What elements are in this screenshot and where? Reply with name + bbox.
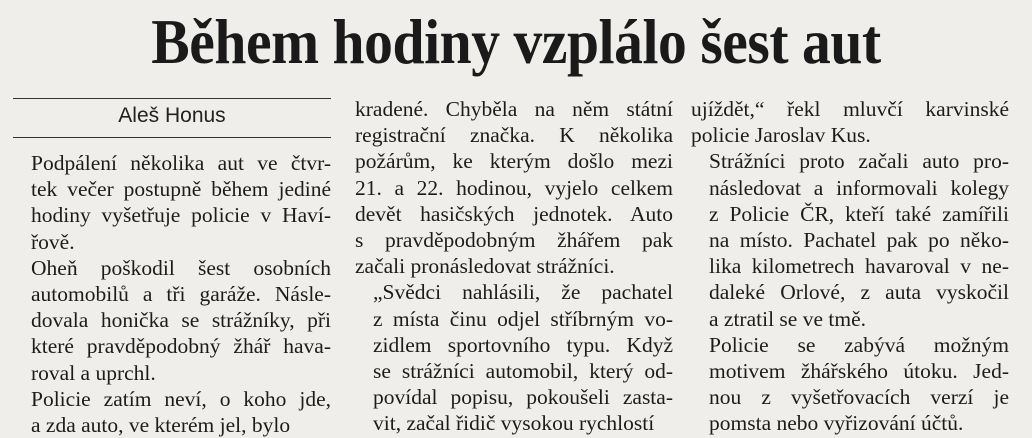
text-line: na místo. Pachatel pak po něko-: [709, 228, 1009, 253]
article-column-2: [355, 96, 673, 437]
text-line: devět hasičských jednotek. Auto: [355, 201, 673, 226]
text-line: a ztratil se ve tmě.: [709, 306, 866, 331]
text-line: Strážníci proto začali auto pro-: [709, 149, 1009, 174]
text-line: začali pronásledovat strážníci.: [355, 254, 615, 279]
paragraph: [691, 96, 1009, 148]
byline-box: [13, 98, 331, 138]
text-line: Policie se zabývá možným: [709, 332, 1009, 357]
text-line: vit, začal řidič vysokou rychlostí: [373, 411, 655, 436]
text-line: lika kilometrech havaroval v ne-: [709, 254, 1009, 279]
article-column-3: [691, 96, 1009, 437]
text-line: daleké Orlové, z auta vyskočil: [709, 280, 1009, 305]
text-line: nou z vyšetřovacích verzí je: [709, 385, 1009, 410]
text-line: Policie zatím neví, o koho jde,: [31, 386, 331, 411]
text-line: z místa činu odjel stříbrným vo-: [373, 306, 673, 331]
paragraph: [355, 279, 673, 436]
text-line: s pravděpodobným žhářem pak: [355, 228, 673, 253]
text-line: registrační značka. K několika: [355, 123, 673, 148]
text-line: hodiny vyšetřuje policie v Haví-: [31, 203, 331, 228]
text-line: z Policie ČR, kteří také zamířili: [709, 201, 1009, 226]
text-line: které pravděpodobný žhář hava-: [31, 334, 331, 359]
text-line: kradené. Chyběla na něm státní: [355, 97, 673, 121]
text-line: pomsta nebo vyřizování účtů.: [709, 411, 964, 436]
text-line: požárům, ke kterým došlo mezi: [355, 149, 673, 174]
article-column-1: [13, 150, 331, 438]
author-byline: Aleš Honus: [118, 104, 226, 127]
text-line: řově.: [31, 229, 75, 254]
text-line: „Svědci nahlásili, že pachatel: [373, 280, 673, 305]
text-line: a zda auto, ve kterém jel, bylo: [31, 413, 291, 438]
text-line: policie Jaroslav Kus.: [691, 123, 871, 148]
paragraph: [355, 96, 673, 279]
text-line: 21. a 22. hodinou, vyjelo celkem: [355, 175, 673, 200]
text-line: Oheň poškodil šest osobních: [31, 255, 331, 280]
text-line: povídal popisu, pokoušeli zasta-: [373, 385, 673, 410]
text-line: se strážníci automobil, který od-: [373, 359, 673, 384]
text-line: ujíždět,“ řekl mluvčí karvinské: [691, 97, 1009, 121]
text-line: automobilů a tři garáže. Násle-: [31, 282, 331, 307]
paragraph: [13, 386, 331, 438]
paragraph: [691, 332, 1009, 437]
text-line: motivem žhářského útoku. Jed-: [709, 359, 1009, 384]
text-line: následovat a informovali kolegy: [709, 175, 1009, 200]
article-headline: Během hodiny vzplálo šest aut: [151, 6, 881, 77]
paragraph: [691, 148, 1009, 331]
text-line: dovala honička se strážníky, při: [31, 308, 331, 333]
text-line: zidlem sportovního typu. Když: [373, 332, 673, 357]
paragraph: [13, 150, 331, 255]
paragraph: [13, 255, 331, 386]
text-line: roval a uprchl.: [31, 360, 156, 385]
text-line: tek večer postupně během jediné: [31, 177, 331, 202]
text-line: Podpálení několika aut ve čtvr-: [31, 151, 331, 175]
